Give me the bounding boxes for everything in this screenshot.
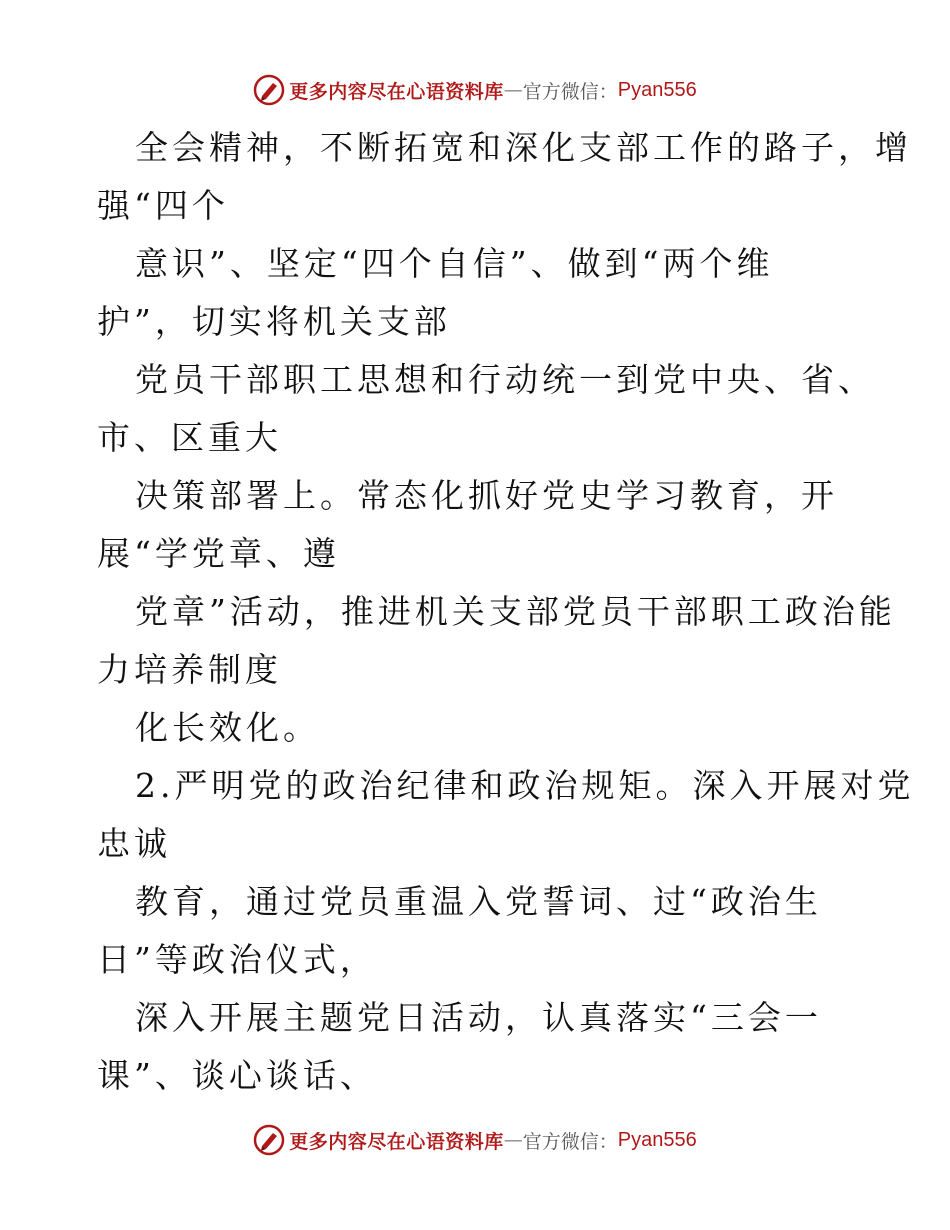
watermark-wechat-id: Pyan556 xyxy=(617,1128,697,1151)
body-line: 强“四个 xyxy=(97,186,229,225)
watermark-dash: — xyxy=(503,79,523,101)
body-line: 力培养制度 xyxy=(97,650,282,689)
body-line: 党员干部职工思想和行动统一到党中央、省、 xyxy=(135,360,875,399)
body-line: 护”，切实将机关支部 xyxy=(97,302,451,341)
body-line: 党章”活动，推进机关支部党员干部职工政治能 xyxy=(135,592,896,631)
watermark-wechat-id: Pyan556 xyxy=(617,78,697,101)
body-line: 展“学党章、遵 xyxy=(97,534,340,573)
body-line: 意识”、坚定“四个自信”、做到“两个维 xyxy=(135,244,774,283)
watermark-text: 更多内容尽在心语资料库 xyxy=(289,80,504,103)
body-line: 日”等政治仪式， xyxy=(97,940,377,979)
footer-watermark xyxy=(0,1120,950,1160)
pen-logo-icon xyxy=(253,74,285,106)
body-line: 2.严明党的政治纪律和政治规矩。深入开展对党 xyxy=(135,766,915,805)
watermark-text: 更多内容尽在心语资料库 xyxy=(289,1130,504,1153)
body-line: 决策部署上。常态化抓好党史学习教育，开 xyxy=(135,476,838,515)
body-line: 忠诚 xyxy=(97,824,171,863)
body-line: 全会精神，不断拓宽和深化支部工作的路子，增 xyxy=(135,128,912,167)
body-line: 教育，通过党员重温入党誓词、过“政治生 xyxy=(135,882,822,921)
body-line: 深入开展主题党日活动，认真落实“三会一 xyxy=(135,998,822,1037)
watermark-official-label: 官方微信： xyxy=(522,1130,618,1153)
watermark-official-label: 官方微信： xyxy=(522,80,618,103)
header-watermark xyxy=(0,70,950,110)
body-line: 化长效化。 xyxy=(135,708,320,747)
watermark-dash: — xyxy=(503,1129,523,1151)
pen-logo-icon xyxy=(253,1124,285,1156)
body-line: 课”、谈心谈话、 xyxy=(97,1056,377,1095)
body-line: 市、区重大 xyxy=(97,418,282,457)
